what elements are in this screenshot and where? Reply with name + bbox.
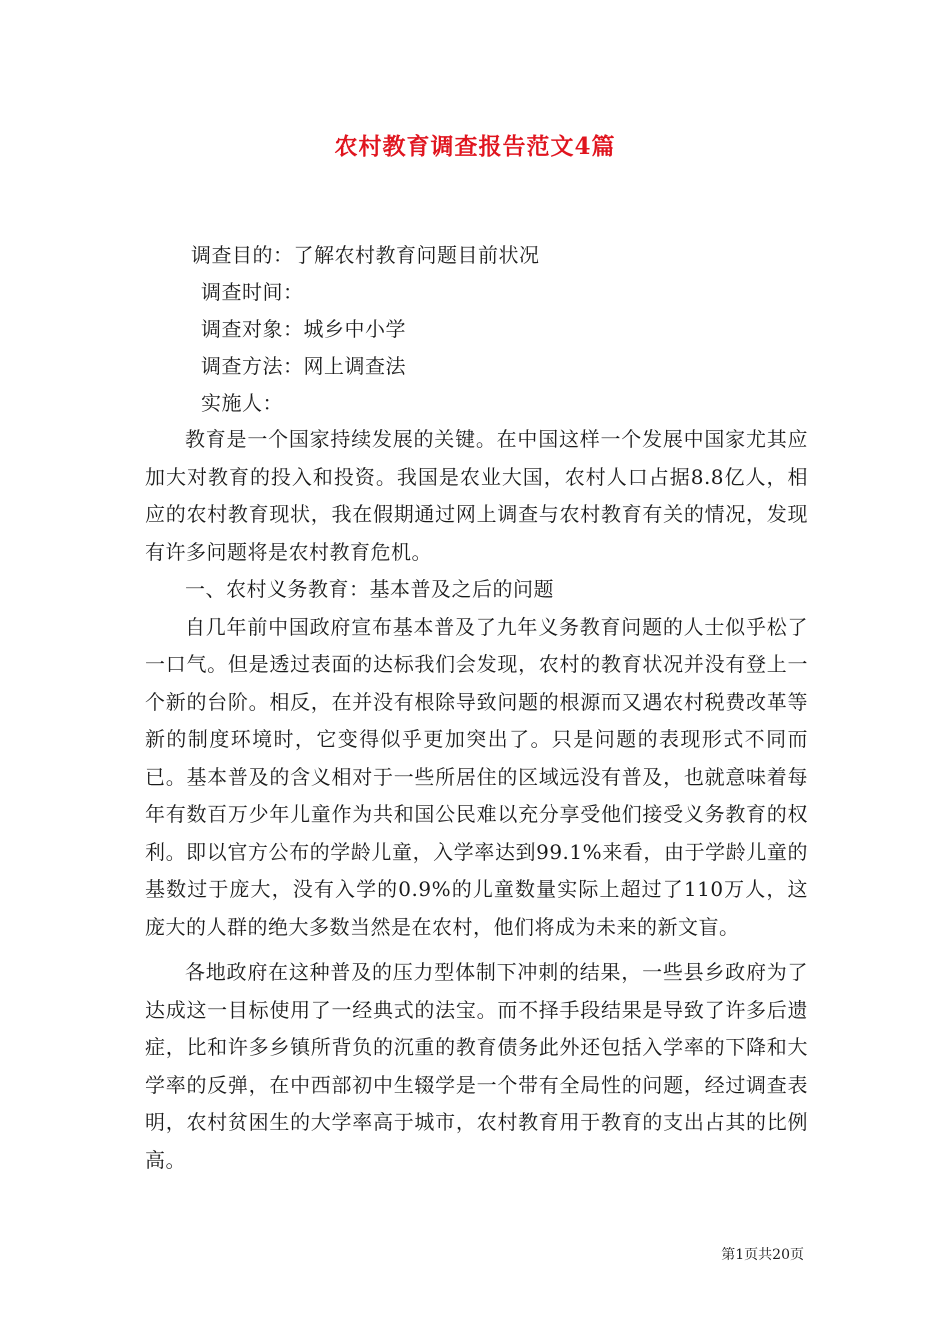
paragraph-problem: 自几年前中国政府宣布基本普及了九年义务教育问题的人士似乎松了一口气。但是透过表面的达标我们会发现，农村的教育状况并没有登上一个新的台阶。相反，在并没有根除导致问题的根源而又遇农村税费改革等新的制度环境时，它变得似乎更加突出了。只是问题的表现形式不同而已。基本普及的含义相对于一些所居住的区域远没有普及，也就意味着每年有数百万少年儿童作为共和国公民难以充分享受他们接受义务教育的权利。即以官方公布的学龄儿童，入学率达到99.1%来看，由于学龄儿童的基数过于庞大，没有入学的0.9%的儿童数量实际上超过了110万人，这庞大的人群的绝大多数当然是在农村，他们将成为未来的新文盲。 [145, 614, 808, 939]
paragraph-intro: 教育是一个国家持续发展的关键。在中国这样一个发展中国家尤其应加大对教育的投入和投资。我国是农业大国，农村人口占据8.8亿人，相应的农村教育现状，我在假期通过网上调查与农村教育有关的情况，发现有许多问题将是农村教育危机。 [145, 427, 808, 564]
body-text [145, 421, 808, 1179]
section-heading: 一、农村义务教育：基本普及之后的问题 [185, 577, 554, 601]
meta-purpose: 调查目的：了解农村教育问题目前状况 [191, 243, 540, 267]
meta-method: 调查方法：网上调查法 [201, 354, 406, 378]
meta-time: 调查时间： [201, 280, 304, 304]
paragraph-pressure: 各地政府在这种普及的压力型体制下冲刺的结果，一些县乡政府为了达成这一目标使用了一经典式的法宝。而不择手段结果是导致了许多后遗症，比和许多乡镇所背负的沉重的教育债务此外还包括入学率的下降和大学率的反弹，在中西部初中生辍学是一个带有全局性的问题，经过调查表明，农村贫困生的大学率高于城市，农村教育用于教育的支出占其的比例高。 [145, 960, 808, 1172]
document-title: 农村教育调查报告范文4篇 [334, 133, 616, 160]
page-number-label: 第1页共20页 [721, 1247, 804, 1263]
meta-target: 调查对象：城乡中小学 [201, 317, 406, 341]
meta-implementer: 实施人： [201, 391, 283, 415]
page-footer [721, 1246, 804, 1264]
